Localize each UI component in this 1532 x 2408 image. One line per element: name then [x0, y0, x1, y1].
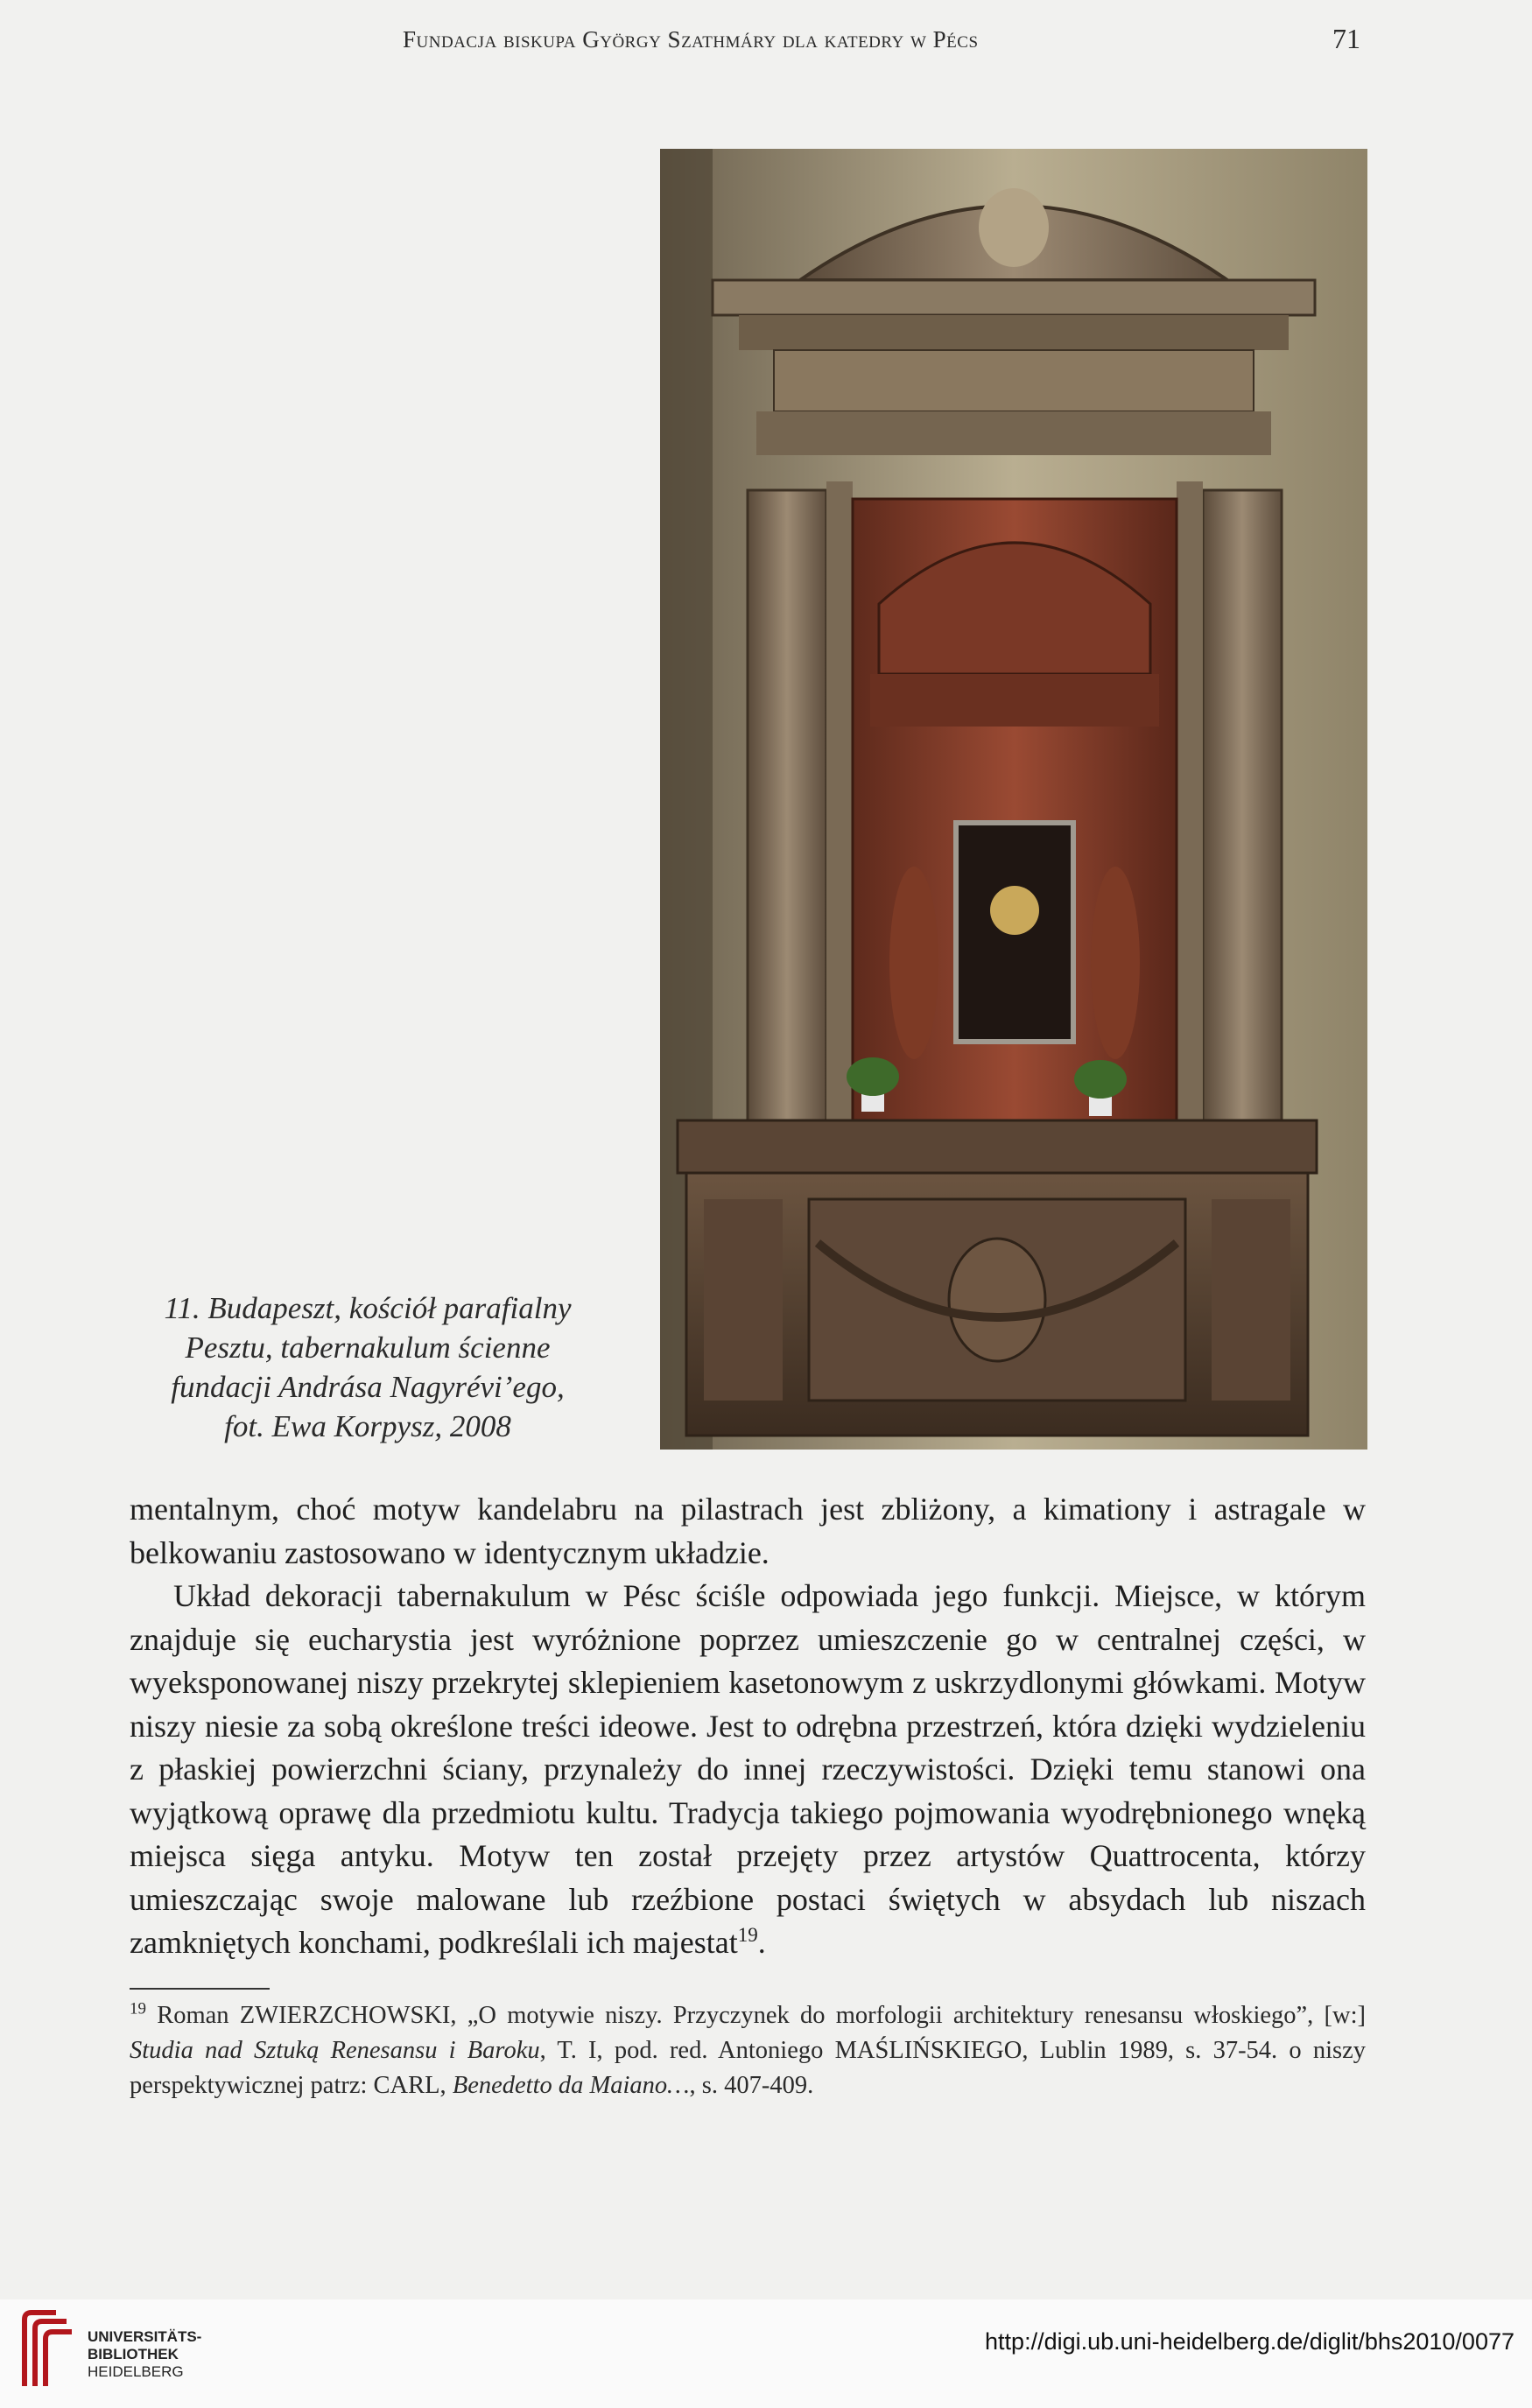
- paragraph-text: Układ dekoracji tabernakulum w Pésc ściśle odpowiada jego funkcji. Miejsce, w którym znajduje się eucharystia jest wyróżnione poprzez umieszczenie go w centralnej części, w wyeksponowanej niszy przekrytej sklepieniem kasetonowym z uskrzydlonymi główkami. Motyw niszy niesie za sobą określone treści ideowe. Jest to odrębna przestrzeń, która dzięki wydzieleniu z płaskiej powierzchni ściany, przynależy do innej rzeczywistości. Dzięki temu stanowi ona wyjątkową oprawę dla przedmiotu kultu. Tradycja takiego pojmowania wyodrębnionego wnęką miejsca sięga antyku. Motyw ten został przejęty przez artystów Quattrocenta, którzy umieszczając swoje malowane lub rzeźbione postaci świętych w absydach lub niszach zamkniętych konchami, podkreślali ich majestat: [130, 1578, 1366, 1960]
- tabernacle-photo: [660, 149, 1367, 1450]
- caption-line: 11. Budapeszt, kościół parafialny: [164, 1291, 572, 1325]
- body-text: [130, 1488, 1366, 1965]
- footnote-title: Benedetto da Maiano…: [452, 2072, 690, 2099]
- library-line: HEIDELBERG: [88, 2363, 184, 2380]
- library-name: [88, 2328, 201, 2381]
- footnote-text: , s. 407-409.: [689, 2072, 814, 2099]
- caption-line: fot. Ewa Korpysz, 2008: [224, 1409, 511, 1443]
- tabernacle-icon: [660, 149, 1367, 1450]
- running-head: Fundacja biskupa György Szathmáry dla katedry w Pécs: [403, 26, 979, 53]
- library-line: BIBLIOTHEK: [88, 2346, 179, 2362]
- footnote-number: 19: [130, 1999, 146, 2018]
- page-number: 71: [1332, 23, 1360, 54]
- figure-caption: [123, 1288, 613, 1446]
- footnote-ref[interactable]: 19: [737, 1924, 758, 1946]
- caption-line: fundacji Andrása Nagyrévi’ego,: [171, 1370, 565, 1404]
- library-line: UNIVERSITÄTS-: [88, 2328, 202, 2345]
- caption-line: Pesztu, tabernakulum ścienne: [185, 1330, 551, 1365]
- footnote-text: , T. I, pod. red. Antoniego MAŚLIŃSKIEGO, Lublin 1989, s. 37-54. o niszy perspektywicznej patrz: CARL,: [130, 2037, 1366, 2099]
- footnote-text: Roman ZWIERZCHOWSKI, „O motywie niszy. Przyczynek do morfologii architektury renesansu włoskiego”, [w:]: [146, 2002, 1366, 2029]
- paragraph: mentalnym, choć motyw kandelabru na pilastrach jest zbliżony, a kimationy i astragale w belkowaniu zastosowano w identycznym układzie.: [130, 1492, 1366, 1570]
- paragraph: [130, 1575, 1366, 1965]
- footnote-title: Studia nad Sztuką Renesansu i Baroku: [130, 2037, 540, 2064]
- footnote: [130, 1998, 1366, 2103]
- footnote-rule: [130, 1988, 270, 1990]
- source-url-link[interactable]: http://digi.ub.uni-heidelberg.de/diglit/bhs2010/0077: [985, 2328, 1514, 2355]
- paragraph-end: .: [757, 1925, 766, 1960]
- university-library-logo-icon[interactable]: [18, 2307, 79, 2391]
